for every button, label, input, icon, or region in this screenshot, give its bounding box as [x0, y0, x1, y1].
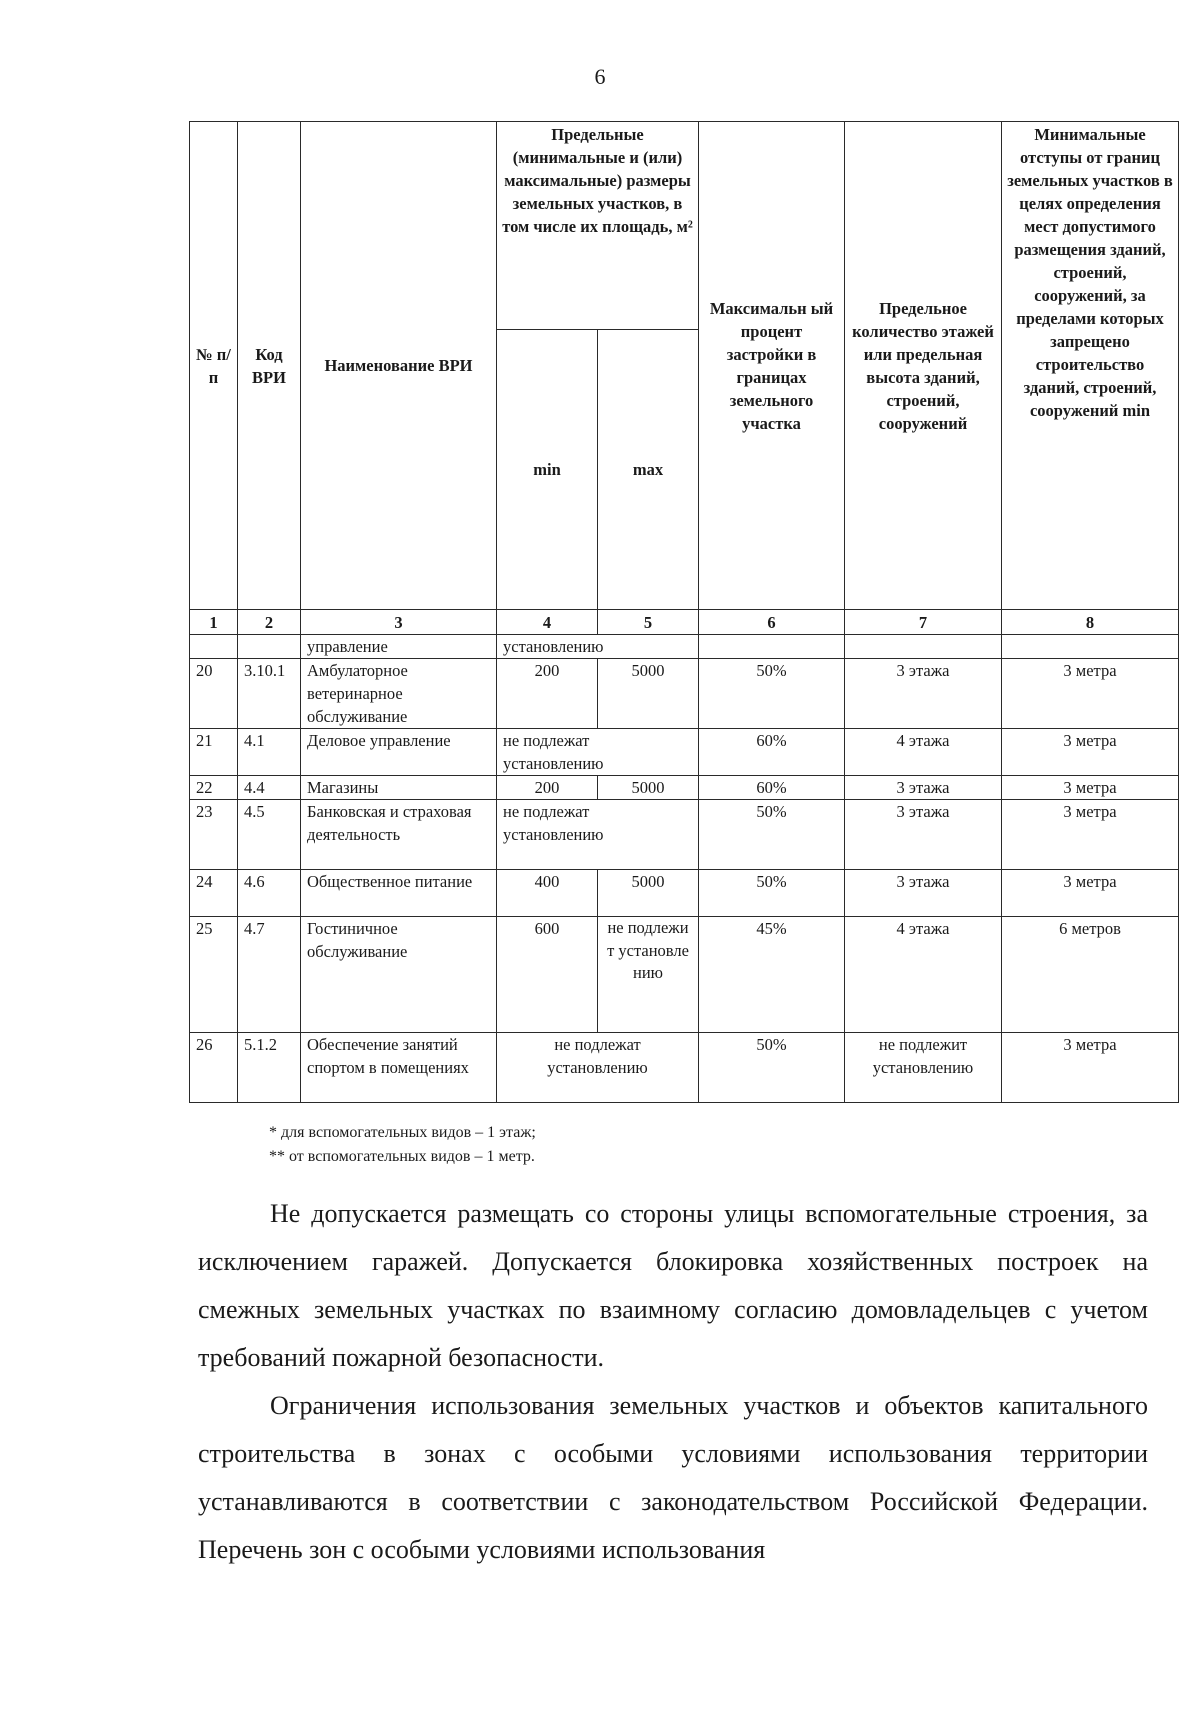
cell-min: 200 — [497, 659, 598, 729]
column-number: 2 — [238, 610, 301, 635]
cell-name: Деловое управление — [301, 729, 497, 776]
cell-max: 5000 — [598, 870, 699, 917]
cell-size: не подлежат установлению — [497, 729, 699, 776]
cell-percent: 45% — [699, 917, 845, 1033]
column-number: 1 — [190, 610, 238, 635]
column-number: 3 — [301, 610, 497, 635]
cell-percent: 50% — [699, 870, 845, 917]
column-number: 8 — [1002, 610, 1179, 635]
land-use-table — [189, 121, 1179, 1103]
cell-size: не подлежат установлению — [497, 800, 699, 870]
table-row — [190, 917, 1179, 1033]
cell-setback: 3 метра — [1002, 800, 1179, 870]
header-num: № п/ п — [190, 122, 238, 610]
cell-code: 5.1.2 — [238, 1033, 301, 1103]
cell-percent: 50% — [699, 659, 845, 729]
column-number: 7 — [845, 610, 1002, 635]
paragraph: Не допускается размещать со стороны улицы вспомогательные строения, за исключением гаражей. Допускается блокировка хозяйственных построек на смежных земельных участках по взаимному согласию домовладельцев с учетом требований пожарной безопасности. — [198, 1199, 1148, 1372]
cell-name: Банковская и страховая деятельность — [301, 800, 497, 870]
cell-min: 600 — [497, 917, 598, 1033]
table-row — [190, 870, 1179, 917]
header-floors: Предельное количество этажей или предельная высота зданий, строений, сооружений — [845, 122, 1002, 610]
cell-floors: 3 этажа — [845, 659, 1002, 729]
header-name: Наименование ВРИ — [301, 122, 497, 610]
cell-code: 4.5 — [238, 800, 301, 870]
cell-num: 24 — [190, 870, 238, 917]
table-row — [190, 729, 1179, 776]
cell-name: Гостиничное обслуживание — [301, 917, 497, 1033]
header-percent: Максимальн ый процент застройки в границах земельного участка — [699, 122, 845, 610]
column-number: 5 — [598, 610, 699, 635]
column-number-row — [190, 610, 1179, 635]
cell-min: 200 — [497, 776, 598, 800]
footnote: * для вспомогательных видов – 1 этаж; — [269, 1124, 536, 1141]
cell-name: Амбулаторное ветеринарное обслуживание — [301, 659, 497, 729]
cell-name: Общественное питание — [301, 870, 497, 917]
cell-setback: 3 метра — [1002, 870, 1179, 917]
cell-max: 5000 — [598, 659, 699, 729]
cell-num: 20 — [190, 659, 238, 729]
cell-name: Магазины — [301, 776, 497, 800]
cell-floors: 4 этажа — [845, 917, 1002, 1033]
paragraph: Ограничения использования земельных участков и объектов капитального строительства в зонах с особыми условиями использования территории устанавливаются в соответствии с законодательством Российской Федерации. Перечень зон с особыми условиями использования — [198, 1391, 1148, 1564]
table-row — [190, 800, 1179, 870]
cell-percent: 60% — [699, 776, 845, 800]
cell-setback: 3 метра — [1002, 776, 1179, 800]
header-min: min — [497, 330, 598, 610]
cell-max: не подлежит установлению — [598, 917, 699, 1033]
cell-code: 4.4 — [238, 776, 301, 800]
cell-max: 5000 — [598, 776, 699, 800]
cell-size: не подлежат установлению — [497, 1033, 699, 1103]
cell-floors: 4 этажа — [845, 729, 1002, 776]
table-row — [190, 776, 1179, 800]
cell-code: 4.6 — [238, 870, 301, 917]
cell-num: 25 — [190, 917, 238, 1033]
footnote: ** от вспомогательных видов – 1 метр. — [269, 1148, 535, 1165]
cell-floors: 3 этажа — [845, 776, 1002, 800]
cell-floors: 3 этажа — [845, 870, 1002, 917]
cell-setback: 3 метра — [1002, 1033, 1179, 1103]
header-code: Код ВРИ — [238, 122, 301, 610]
header-max: max — [598, 330, 699, 610]
cell-percent: 60% — [699, 729, 845, 776]
table-row — [190, 659, 1179, 729]
cell-setback: 3 метра — [1002, 659, 1179, 729]
table-row — [190, 1033, 1179, 1103]
header-size: Предельные (минимальные и (или) максимальные) размеры земельных участков, в том числе их площадь, м² — [497, 122, 699, 330]
table-row-continuation — [190, 635, 1179, 659]
cell-setback: 6 метров — [1002, 917, 1179, 1033]
cell-num: 22 — [190, 776, 238, 800]
cell-min: 400 — [497, 870, 598, 917]
cell-percent: 50% — [699, 1033, 845, 1103]
cell-num: 21 — [190, 729, 238, 776]
cell-floors: не подлежит установлению — [845, 1033, 1002, 1103]
body-text — [198, 1190, 1148, 1574]
cell-percent: 50% — [699, 800, 845, 870]
column-number: 6 — [699, 610, 845, 635]
column-number: 4 — [497, 610, 598, 635]
cell-code: 4.1 — [238, 729, 301, 776]
cell-name: Обеспечение занятий спортом в помещениях — [301, 1033, 497, 1103]
footnotes — [269, 1121, 536, 1169]
cell-size: установлению — [497, 635, 699, 659]
header-setback: Минимальные отступы от границ земельных участков в целях определения мест допустимого размещения зданий, строений, сооружений, за пределами которых запрещено строительство зданий, строений, сооружений min — [1002, 122, 1179, 610]
cell-num: 26 — [190, 1033, 238, 1103]
cell-num: 23 — [190, 800, 238, 870]
cell-floors: 3 этажа — [845, 800, 1002, 870]
cell-name: управление — [301, 635, 497, 659]
cell-code: 4.7 — [238, 917, 301, 1033]
cell-setback: 3 метра — [1002, 729, 1179, 776]
page-number: 6 — [594, 64, 606, 89]
cell-code: 3.10.1 — [238, 659, 301, 729]
